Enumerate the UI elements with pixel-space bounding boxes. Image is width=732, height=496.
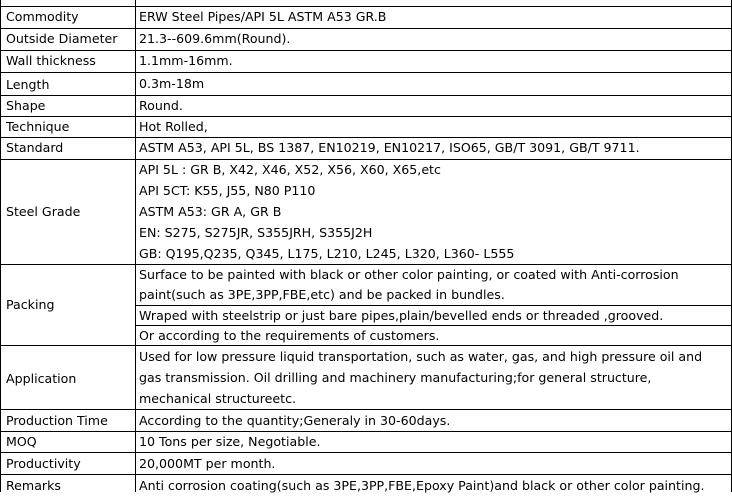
row-value-line: EN: S275, S275JR, S355JRH, S355J2H — [139, 225, 373, 240]
row-value-line: mechanical structureetc. — [139, 391, 297, 406]
row-value: According to the quantity;Generaly in 30-60days. — [139, 413, 451, 428]
row-border — [0, 95, 732, 96]
row-label: Steel Grade — [6, 204, 81, 219]
row-label: Remarks — [6, 478, 61, 493]
row-border — [0, 50, 732, 51]
row-value: ASTM A53, API 5L, BS 1387, EN10219, EN10217, ISO65, GB/T 3091, GB/T 9711. — [139, 140, 640, 155]
table-column-divider — [135, 0, 136, 492]
row-value-line: gas transmission. Oil drilling and machinery manufacturing;for general structure, — [139, 370, 652, 385]
row-value-line: API 5CT: K55, J55, N80 P110 — [139, 183, 316, 198]
row-value-line: Used for low pressure liquid transportation, such as water, gas, and high pressure oil and — [139, 349, 703, 364]
row-value: 1.1mm-16mm. — [139, 53, 233, 68]
row-value: ERW Steel Pipes/API 5L ASTM A53 GR.B — [139, 9, 387, 24]
row-value-line: GB: Q195,Q235, Q345, L175, L210, L245, L320, L360- L555 — [139, 246, 515, 261]
row-label: Outside Diameter — [6, 31, 118, 46]
row-value: Round. — [139, 98, 183, 113]
row-label: Wall thickness — [6, 53, 96, 68]
row-value-line: Wraped with steelstrip or just bare pipes,plain/bevelled ends or threaded ,grooved. — [139, 308, 664, 323]
row-border — [0, 116, 732, 117]
table-border-left — [0, 0, 1, 492]
row-label: Commodity — [6, 9, 79, 24]
row-value: 10 Tons per size, Negotiable. — [139, 434, 321, 449]
row-border — [0, 452, 732, 453]
row-value: 20,000MT per month. — [139, 456, 276, 471]
row-border — [0, 431, 732, 432]
row-value-line: Surface to be painted with black or other color painting, or coated with Anti-corrosion — [139, 267, 679, 282]
row-label: Productivity — [6, 456, 81, 471]
row-value: Anti corrosion coating(such as 3PE,3PP,FBE,Epoxy Paint)and black or other color painting. — [139, 478, 705, 493]
row-label: Technique — [6, 119, 70, 134]
row-value: Hot Rolled, — [139, 119, 208, 134]
row-label: Standard — [6, 140, 64, 155]
row-border — [0, 72, 732, 73]
row-value-line: Or according to the requirements of customers. — [139, 328, 440, 343]
row-label: Application — [6, 371, 77, 386]
row-value: 0.3m-18m — [139, 76, 205, 91]
row-label: Shape — [6, 98, 46, 113]
row-label: Length — [6, 77, 50, 92]
row-label: Production Time — [6, 413, 108, 428]
row-label: Packing — [6, 297, 55, 312]
row-value-line: paint(such as 3PE,3PP,FBE,etc) and be packed in bundles. — [139, 287, 505, 302]
row-value-line: ASTM A53: GR A, GR B — [139, 204, 282, 219]
row-value: 21.3--609.6mm(Round). — [139, 31, 291, 46]
row-value-line: API 5L : GR B, X42, X46, X52, X56, X60, X65,etc — [139, 162, 441, 177]
row-label: MOQ — [6, 434, 37, 449]
